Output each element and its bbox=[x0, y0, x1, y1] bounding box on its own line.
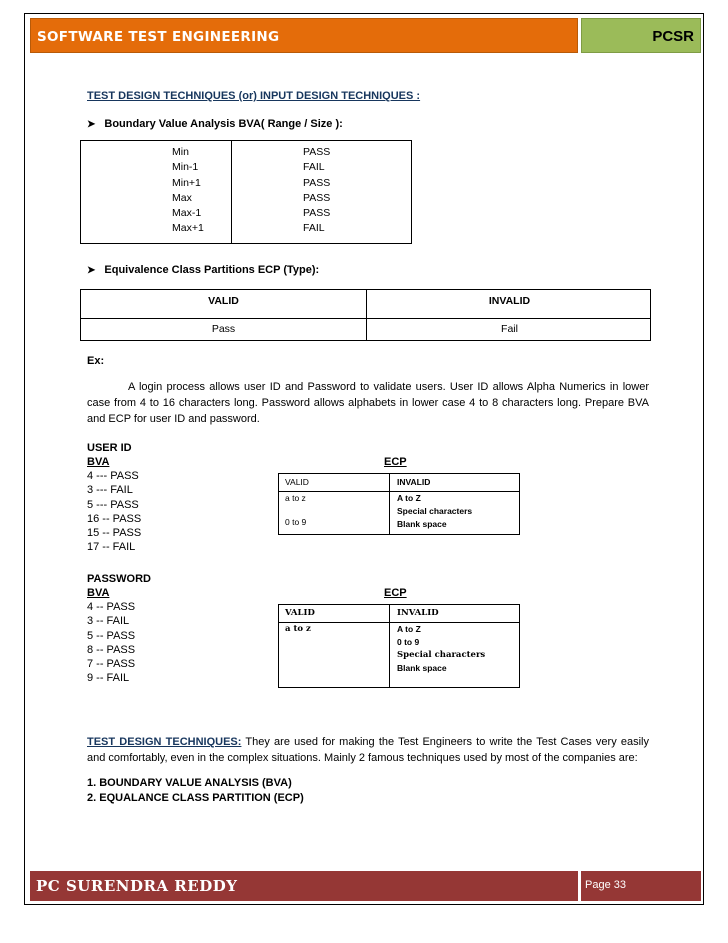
bva-cond: Min-1 bbox=[172, 161, 199, 174]
userid-ecp-invalid-header: INVALID bbox=[397, 477, 431, 487]
ecp-invalid-header: INVALID bbox=[488, 295, 531, 307]
password-ecp-invalid-header: INVALID bbox=[397, 608, 439, 618]
bva-bullet bbox=[87, 117, 343, 132]
bva-cond: Min+1 bbox=[172, 176, 201, 189]
bva-cond: Max bbox=[172, 191, 192, 204]
userid-ecp-invalid-item: Blank space bbox=[397, 519, 447, 529]
page-number: Page 33 bbox=[581, 871, 701, 901]
userid-bva-label: BVA bbox=[87, 456, 110, 468]
page-footer bbox=[30, 871, 701, 901]
password-ecp-invalid-item: 0 to 9 bbox=[397, 637, 420, 647]
table-divider bbox=[389, 474, 390, 534]
list-item: 3 --- FAIL bbox=[87, 484, 133, 497]
userid-ecp-valid-item: a to z bbox=[285, 493, 306, 503]
list-item: 4 -- PASS bbox=[87, 601, 136, 613]
userid-ecp-table bbox=[278, 473, 520, 535]
section-heading: TEST DESIGN TECHNIQUES (or) INPUT DESIGN TECHNIQUES : bbox=[87, 90, 421, 102]
bva-heading: Boundary Value Analysis BVA( Range / Size ): bbox=[104, 118, 343, 130]
bva-conditions bbox=[172, 145, 204, 237]
header-tag: PCSR bbox=[581, 18, 701, 53]
list-item: 2. EQUALANCE CLASS PARTITION (ECP) bbox=[87, 792, 304, 804]
bva-divider bbox=[231, 141, 232, 243]
userid-ecp-invalid-item: Special characters bbox=[397, 506, 473, 516]
tdt-text: They are used for making the Test Engineers to write the Test Cases very easily and comfortably, even in the complex situations. Mainly 2 famous techniques used by most of the companies are: bbox=[87, 736, 649, 764]
ecp-bullet bbox=[87, 263, 319, 278]
list-item: 5 --- PASS bbox=[87, 498, 139, 511]
list-item: 1. BOUNDARY VALUE ANALYSIS (BVA) bbox=[87, 777, 292, 789]
password-title: PASSWORD bbox=[87, 573, 151, 585]
tdt-list bbox=[87, 776, 304, 806]
ecp-table bbox=[80, 289, 651, 341]
password-bva-list bbox=[87, 600, 135, 686]
ecp-invalid-value: Fail bbox=[501, 323, 518, 335]
userid-ecp-valid-header: VALID bbox=[285, 477, 309, 487]
userid-bva-list bbox=[87, 469, 141, 555]
page-header bbox=[30, 18, 701, 53]
bva-result: PASS bbox=[303, 176, 331, 189]
table-divider bbox=[389, 605, 390, 687]
list-item: 16 -- PASS bbox=[87, 512, 142, 525]
password-ecp-table bbox=[278, 604, 520, 688]
list-item: 7 -- PASS bbox=[87, 658, 136, 671]
password-bva-label: BVA bbox=[87, 587, 110, 599]
ecp-valid-value: Pass bbox=[211, 323, 236, 335]
password-ecp-invalid-item: Blank space bbox=[397, 663, 447, 673]
userid-ecp-invalid-item: A to Z bbox=[397, 493, 421, 503]
list-item: 15 -- PASS bbox=[87, 527, 142, 540]
list-item: 4 --- PASS bbox=[87, 470, 139, 482]
bva-result: FAIL bbox=[303, 222, 325, 235]
bva-table bbox=[80, 140, 412, 244]
list-item: 5 -- PASS bbox=[87, 629, 136, 642]
userid-ecp-label: ECP bbox=[384, 456, 407, 468]
ecp-heading: Equivalence Class Partitions ECP (Type): bbox=[104, 264, 320, 276]
bva-result: PASS bbox=[303, 146, 331, 158]
tdt-label: TEST DESIGN TECHNIQUES: bbox=[87, 736, 242, 748]
tdt-paragraph bbox=[87, 734, 649, 766]
list-item: 17 -- FAIL bbox=[87, 541, 136, 554]
bva-results bbox=[303, 145, 330, 237]
ecp-row-divider bbox=[81, 318, 650, 319]
userid-title: USER ID bbox=[87, 442, 132, 454]
bva-cond: Min bbox=[172, 146, 189, 158]
userid-ecp-valid-item: 0 to 9 bbox=[285, 517, 307, 527]
bva-result: FAIL bbox=[303, 161, 325, 174]
ecp-valid-header: VALID bbox=[208, 295, 239, 307]
password-ecp-valid-item: a to z bbox=[285, 624, 311, 634]
arrow-bullet-icon: ➤ bbox=[87, 265, 96, 276]
password-ecp-invalid-item: Special characters bbox=[397, 650, 486, 660]
bva-result: PASS bbox=[303, 191, 331, 204]
header-title: SOFTWARE TEST ENGINEERING bbox=[30, 18, 578, 53]
footer-author: PC SURENDRA REDDY bbox=[30, 871, 578, 901]
bva-cond: Max-1 bbox=[172, 207, 202, 220]
password-ecp-invalid-item: A to Z bbox=[397, 624, 421, 634]
bva-cond: Max+1 bbox=[172, 222, 204, 235]
list-item: 3 -- FAIL bbox=[87, 615, 130, 628]
list-item: 9 -- FAIL bbox=[87, 672, 130, 685]
list-item: 8 -- PASS bbox=[87, 643, 136, 656]
bva-result: PASS bbox=[303, 207, 331, 220]
example-label: Ex: bbox=[87, 355, 105, 367]
example-text: A login process allows user ID and Password to validate users. User ID allows Alpha Numerics in lower case from 4 to 16 characters long. Password allows alphabets in lower case 4 to 8 characters long. Prepare BVA and ECP for user ID and password. bbox=[87, 381, 649, 425]
password-ecp-label: ECP bbox=[384, 587, 407, 599]
arrow-bullet-icon: ➤ bbox=[87, 119, 96, 130]
password-ecp-valid-header: VALID bbox=[285, 608, 315, 618]
